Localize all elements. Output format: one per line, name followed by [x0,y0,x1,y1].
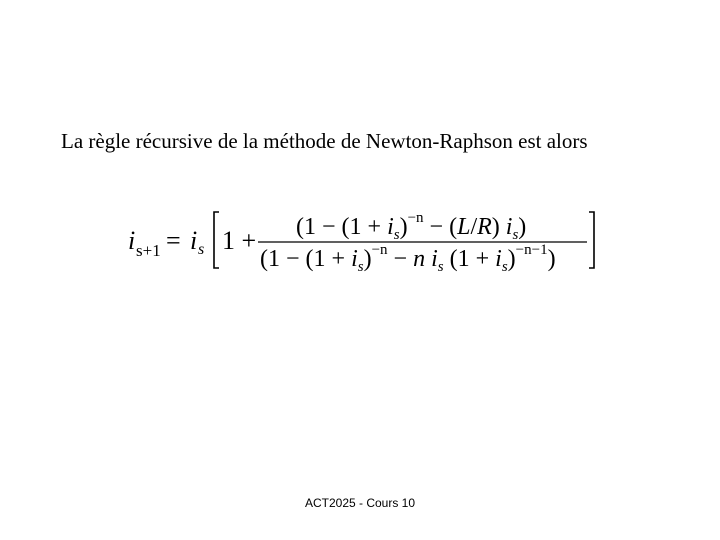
right-bracket [589,212,594,268]
left-bracket [214,212,219,268]
equals-sign: = [166,226,181,255]
rhs-i: i [190,226,198,255]
formula-svg [128,208,598,275]
body-text: La règle récursive de la méthode de Newton-Raphson est alors [61,129,588,153]
lhs-i: i [128,226,136,255]
rhs-subscript: s [198,241,205,258]
lhs-subscript: s+1 [136,241,161,260]
newton-raphson-formula [128,208,598,275]
denominator: ($1 - (1 + i_s)^{-n} - n$ $i_s$ $(1 + i_s)^{-n-1}$) [260,242,556,275]
numerator: ($1 - (1 + i_s)^{-n} - (L/R)$ $i_s$) [296,210,527,243]
one-plus: 1 + [222,226,257,255]
slide-footer: ACT2025 - Cours 10 [304,496,416,510]
